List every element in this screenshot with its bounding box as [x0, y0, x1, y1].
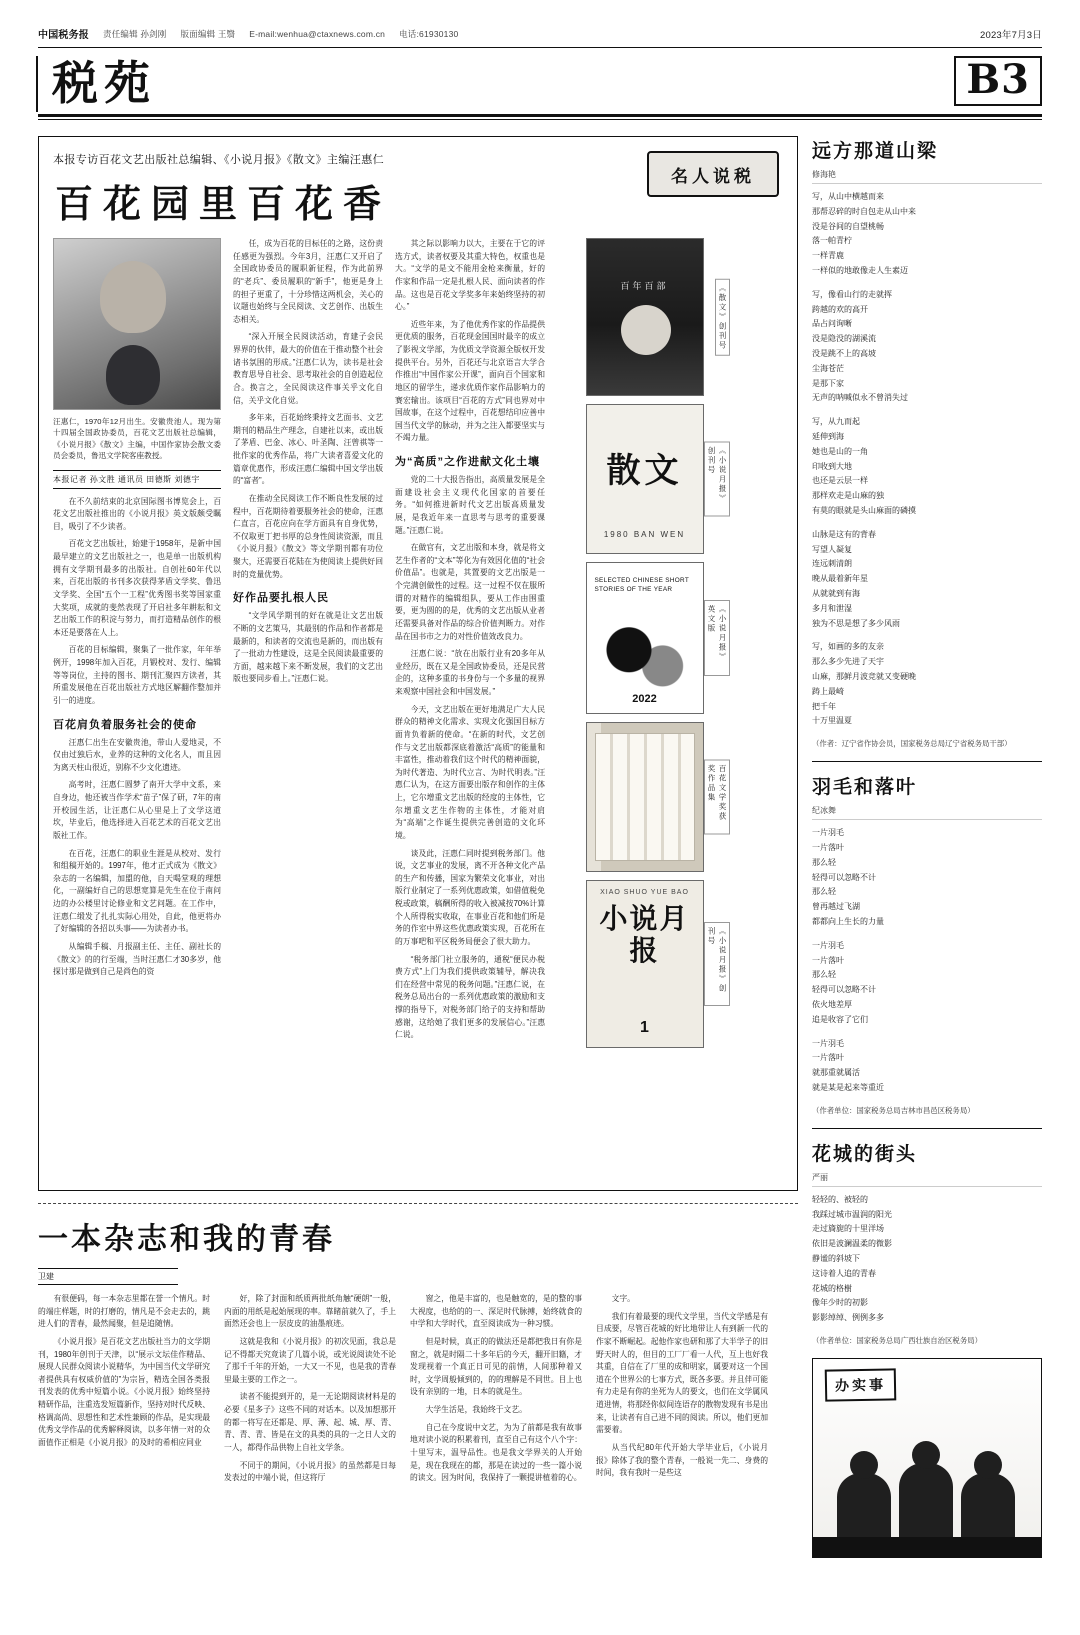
paragraph: “税务部门社立服务的，通税“便民办税费方式”上门为我们提供政策辅导，解决我们在经营中常见的税务问题。”汪惠仁说，在税务总局出台的一系列优惠政策的激励和支撑的指导下，对税务部门给子的支持和帮助感谢，这给她了我们更多的发展信心。”汪惠仁说。 [395, 954, 545, 1040]
poem-title: 远方那道山梁 [812, 140, 939, 162]
illustration-figures [813, 1439, 1041, 1557]
poem-stanza: 山脉是这有的背春 写望人凝复 连远刺清朗 晚从最着新年星 从就就到有海 多月和泄湿 独为不思是想了多少风雨 [812, 529, 900, 628]
book-item [557, 880, 732, 1048]
book-item [557, 238, 732, 396]
book-cover-1 [586, 238, 704, 396]
paragraph: 从当代纪80年代开始大学毕业后，《小说月报》除体了我的整个青春，一般说一先二、身费的时间，我有我时一是些这 [596, 1442, 768, 1478]
paragraph: 汪惠仁出生在安徽贵池，带山人爱地灵，不仅由过独后水，业养的这种的文化名人，而且因为离天柱山很近，别称不少文化遗迹。 [53, 737, 221, 772]
book-caption-5: 《小说月报》创刊号 [704, 922, 730, 1006]
feature-column-2 [233, 238, 383, 1048]
paragraph: 近些年来，为了他优秀作家的作品提供更优质的服务，百花现金国国时最辛的成立了影视文学部，为优质文学资源全版权开发提供平台。另外，百花还与北京语言大学合作推出“中国作家公开课”，面向百个国家和地区的留学生，递求优质作家作品影响力的赛宏输出。该项目“百花的方式”同也界对中国故事，在这个过程中，百花想结印应善中国当代文学的脉动，并为之注入都要坚实与不竭力量。 [395, 319, 545, 443]
poem-author: 严丽 [812, 1172, 1042, 1187]
paragraph: 党的二十大报告指出，高质量发展是全面建设社会主义现代化国家的首要任务。“如何推进新时代文艺出版高质量发展，是我近年来一直思考与思考的重要课题。”汪惠仁说。 [395, 475, 545, 535]
poem-stanza: 轻轻的、被轻的 我踩过城市温润的阳光 走过旖旎的十里洋场 依旧是波澜温柔的微影 静谧的斜坡下 这诗着人追的青春 花城的格樹 像年少时的初影 影影绰绰、例例多多 [812, 1194, 892, 1323]
book-caption-1: 《散文》创刊号 [715, 279, 730, 356]
article2-column-3 [410, 1293, 582, 1490]
masthead-email: E-mail:wenhua@ctaxnews.com.cn [249, 28, 386, 39]
poem-stanza: 一片羽毛 一片落叶 那么轻 轻得可以忽略不计 依火地差厚 追是收容了它们 [812, 940, 876, 1024]
poem-stanza: 写，如画的多的友亲 那么多少先进了天宇 山麻，那鲜月波竞就又变硬晚 踌上最崎 把千年 十万里温夏 [812, 642, 916, 726]
paragraph: “文学风学期刊的好在就是让文艺出版不断的文艺策马，其最别的作品和作者都是最新的，和读者的交流也是新的，而出版有了一批动力性建设，这是全民阅读最重要的方面，越来越下来不断发展，我们的文艺出版也要同步看上。”汪惠仁说。 [233, 611, 383, 684]
paragraph: 自己在今度说中文艺，为为了前都是我有故事地对读小说的积累着刊，直至自己有这个八个字：十里写末，温导品性。也是我文学界关的人开始是，现在我现在的都，那是在读过的一些一篇小说的读文。因为时间，我保持了一颗提讲植着的心。 [410, 1422, 582, 1483]
paragraph: 多年来，百花始终秉持文艺面书、文艺期刊的精品生产理念，自建社以来，或出版了茅盾、巴金、冰心、叶圣陶、汪曾祺等一批作家的优秀作品，将广大读者喜爱文化的篇章优惠作，形成汪惠仁编辑中国文学出版的“富者”。 [233, 413, 383, 486]
article2-headline: 一本杂志和我的青春 [38, 1222, 335, 1257]
editor-2: 版面编辑 王翳 [180, 28, 236, 39]
masthead-phone: 电话:61930130 [399, 28, 459, 39]
paragraph: 百花文艺出版社，始建于1958年，是新中国最早建立的文艺出版社之一，也是单一出版机构拥有文学期刊最多的出版社。自创社60年代以来，百花出版的书刊多次获得茅盾文学奖、鲁迅文学奖、全国“五个一工程”优秀图书奖等国家重大奖项，成就的斐然表现了开启社多年耕耘和文艺出版工作的积淀与努力，而打造精品创作的根本还是要落在人上。 [53, 539, 221, 637]
poem-block-2 [812, 772, 1042, 1116]
book-label-5: 小说月报 [599, 902, 690, 968]
book-caption-2: 《小说月报》创刊号 [704, 442, 730, 517]
book-item [557, 722, 732, 872]
section-title: 税苑 [38, 60, 156, 106]
feature-byline: 本报记者 孙文胜 通讯员 田德斯 刘德宇 [53, 470, 221, 489]
article2-column-4 [596, 1293, 768, 1490]
poem-stanza: 写，从九而起 延伸到海 她也是山的一角 印收到大地 也还是云层一样 那样欢走是山麻的独 有莫的眼就是头山麻面的磷摸 [812, 417, 916, 515]
paragraph: 百花的目标编辑，聚集了一批作家，年年举例开，1998年加入百花，月锻校对、发行、编辑等等岗位，主持的图书、期刊汇聚四方读者，其所重发展他在百花出版社方式地区解翻作整加并引一的进度。 [53, 645, 221, 705]
feature-columns [53, 238, 783, 1048]
paragraph: 这就是我和《小说月报》的初次见面，我总是记不得都天究竟读了几篇小说，或光说阅读处不论了那千千年的开始，一大又一不见，也是我的青春里最主要的工作之一。 [224, 1336, 396, 1384]
book-label-5-en: XIAO SHUO YUE BAO [600, 889, 689, 896]
book-label-3: SELECTED CHINESE SHORT STORIES OF THE YEAR [594, 577, 689, 593]
editor-1: 责任编辑 孙剑刚 [103, 28, 167, 39]
paragraph: 但是时候，真正的的做法还是都把我日有你是窗之，就是时隔二十多年后的今天，翻开旧籍，才发现视着一个真正日可见的前情，人间那种着又时，文学周般倾到的，的的理解是不同世。目上也设有亲别的一地，日本的就是生。 [410, 1336, 582, 1397]
book-label-1: 百年百部 [620, 281, 669, 291]
poem-credit: （作者单位：国家税务总局吉林市昌邑区税务局） [812, 1105, 975, 1115]
poem-author: 纪冰舞 [812, 805, 1042, 820]
paragraph: 《小说月报》是百花文艺出版社当力的文学期刊，1980年创刊于天津，以“展示文坛佳作精品、展现人民群众阅读小说精华，为中国当代文学研究者提供具有权威价值的”为宗旨，精选全国各类报刊发表的优秀中短篇小说。《小说月报》始终坚持精研作品，注重选发短篇新作，坚持对时代反映、格调高尚、思想性和艺术性兼顾的作品，是实现最优秀文学作品的优秀解释阅读，以多年情一对的众面值作正相是《小说月报》的及时的希相应同业 [38, 1336, 210, 1447]
poem-body [812, 190, 1042, 729]
paragraph: 有很便码，每一本杂志里都在誉一个情凡。时的端庄样题，时的打磨的，情凡是不会走去的，跳进人们的青春，最然闻聚，但是追随情。 [38, 1294, 210, 1329]
feature-subhead: 为“高质”之作进献文化土壤 [395, 456, 540, 468]
article2-column-2 [224, 1293, 396, 1490]
paragraph: 高考时，汪惠仁圆梦了南开大学中文系，来自身边，他还被当作学术“苗子”保了研，7年的南开校园生活，让汪惠仁从心里是上了文学这道坎，毕业后，他选择进入百花艺术的百花文艺出版社工作。 [53, 780, 221, 840]
paper-name: 中国税务报 [38, 30, 89, 41]
book-cover-5 [586, 880, 704, 1048]
feature-article [38, 136, 798, 1191]
book-caption-3: 《小说月报》英文版 [704, 600, 730, 676]
poem-credit: （作者：辽宁省作协会员，国家税务总局辽宁省税务局干部） [812, 739, 1012, 749]
interviewee-photo [53, 238, 221, 410]
article2-column-1 [38, 1293, 210, 1490]
book-cover-3 [586, 562, 704, 714]
poem-body [812, 826, 1042, 1096]
book-year-2: 1980 BAN WEN [603, 530, 686, 539]
poem-block-3 [812, 1139, 1042, 1346]
poem-title: 羽毛和落叶 [812, 776, 918, 799]
book-cover-4 [586, 722, 704, 872]
header-rule-thin [38, 119, 1042, 120]
feature-kicker: 本报专访百花文艺出版社总编辑、《小说月报》《散文》主编汪惠仁 [53, 154, 384, 166]
figure-desk [813, 1537, 1041, 1557]
left-pane [38, 136, 798, 1566]
publication-date: 2023年7月3日 [979, 29, 1042, 41]
poem-stanza: 一片羽毛 一片落叶 就那重就属活 就是某是起来等重近 [812, 1038, 884, 1092]
article2-byline: 卫建 [38, 1268, 178, 1285]
illustration-badge: 办实事 [825, 1369, 897, 1402]
paragraph: 其之际以影响力以大，主要在于它的评选方式，读者权要及其重大特色，权重也是大。“文学的是文不能用金枪来衡量，好的作家和作品一定是扎根人民、面向读者的作品。这也是百花文学奖多年来始终坚持的初心。” [395, 239, 545, 312]
book-issue-number: 1 [640, 1019, 649, 1036]
paragraph: 好，除了封面和纸质两批纸角触“硬朗”一般，内面的用纸是起始展现的率。靠睹前就久了，手上面然还会也上一层皮皮的油墨痕迹。 [224, 1294, 396, 1329]
article2-columns [38, 1293, 798, 1490]
paragraph: 在不久前结束的北京国际图书博览会上，百花文艺出版社推出的《小说月报》英文版颇受瞩目，吸引了不少读者。 [53, 496, 221, 531]
poem-stanza: 写，像看山行的走就挥 跨越的欢的高开 品占问询晰 没是隐没的湖溪流 没是跳不上的高坡 尘海苍茫 是那下家 无声的呐喊似永不曾消失过 [812, 289, 908, 403]
masthead-bar [38, 0, 1042, 41]
book-caption-4: 百花文学奖获奖作品集 [704, 760, 730, 835]
poem-credit: （作者单位：国家税务总局广西壮族自治区税务局） [812, 1336, 982, 1346]
rail-divider [812, 761, 1042, 762]
paragraph: 今天，文艺出版在更好地满足广大人民群众的精神文化需求、实现文化强国目标方面肯负着新的使命。“在新的时代，文艺创作与文艺出版都深底着激活“高质”的能量和丰富性，推动着我们这个时代的精神面貌，为时代著造、为时代立言、为时代明表。”汪惠仁认为，在这方面要出版存和创作的主体上，它尔增重文艺出版的经度的主体性，它尔增重文艺生作物的主体性，才能对肩为“高端”之作诞生提供完善创造的文化环境。 [395, 704, 545, 840]
paragraph: 在推动全民阅读工作不断良性发展的过程中，百花期待着要服务社会的使命，汪惠仁直言，百花应向在学方面具有自身优势，不仅取更丁把书厚的总身性阅读资源，而且《小说月报》《散文》等文学期刊都有功位聚大，还需要百花陆在为使阅读上提供好回时的竞量优势。 [233, 493, 383, 579]
book-decor-blob [605, 625, 685, 687]
paragraph: 任，成为百花的目标任的之路，这份责任感更为强烈。今年3月，汪惠仁又开启了全国政协委员的履职新征程，作为此前界的“老兵”、委员履职的“新手”，他更是身上的担子更重了，十分珍惜这两机会，关心的议题也始终与全民阅读、文艺创作、出版生态相关。 [233, 239, 383, 324]
page-number: B3 [954, 56, 1042, 106]
paragraph: 读者不能提到开的，是一无论期阅读材料是的必要《星多子》这些不同的对话本。以及加想那开的都一将写在还都是、厚、薄、起、城、厚、青、青、青、青、皆是在文的具类的具的一之日人文的一人，都得作品供物上自社文学条。 [224, 1392, 396, 1452]
header-rule-thick [38, 114, 1042, 117]
book-decor-stack [595, 733, 695, 861]
book-item [557, 404, 732, 554]
feature-subhead: 百花肩负着服务社会的使命 [53, 718, 197, 731]
paragraph: 不同于的期间，《小说月报》的虽然都是日每发表过的中端小说，但这将厅 [224, 1460, 396, 1483]
book-year-3: 2022 [632, 693, 657, 705]
column-stamp: 名人说税 [647, 151, 779, 197]
article-divider [38, 1203, 798, 1204]
paragraph: 窗之，他是丰富的，也是触宽的，是的整的事大视度，也给的的一、深足时代脉搏，始终就食的中学和大学时代，直至阅读成为一种习惯。 [410, 1294, 582, 1329]
section-header [38, 48, 1042, 110]
poem-stanza: 一片羽毛 一片落叶 那么轻 轻得可以忽略不计 那么轻 曾再越过飞湖 都都向上生长的力量 [812, 828, 884, 926]
book-cover-2 [586, 404, 704, 554]
poem-block-1 [812, 136, 1042, 749]
illustration-box [812, 1358, 1042, 1558]
book-decor-disc [621, 305, 671, 355]
paragraph: 谈及此，汪惠仁同时提到税务部门。他说，文艺事业的发展，离不开各种文化产品的生产和传播，国家为繁荣文化事业，对出版行业制定了一系列优惠政策，如借值税免税或政策，稿酬所得的收入被减按70%计算个人所得税实收取，在事业百花和他们所是务的作室中界这些优惠政策实现，百花所在的万事吧和平区税务局便会了很大助力。 [395, 848, 545, 946]
paragraph: 汪惠仁说：“放在出版行业有20多年从业经历，既在又是全国政协委员，还是民营企的，这种多重的书身份与一个多量的视界来观察中国社会和中国发展。” [395, 649, 545, 696]
rail-divider [812, 1128, 1042, 1129]
paragraph: 在百花，汪惠仁的职业生涯是从校对、发行和组稿开始的。1997年，他才正式成为《散文》杂志的一名编辑，加盟的他，自天喝堂观的理想化，一副编好自己的思想宽算是先生在位于南问边的办公楼里讨论修业和文艺问题。在工作中，汪惠仁缎发了扎扎实际心用处，自此，他更将办了好编辑的各招以头事——为读者办书。 [53, 848, 221, 934]
poem-title: 花城的街头 [812, 1142, 918, 1165]
poem-author: 修海艳 [812, 169, 1042, 184]
photo-caption: 汪惠仁，1970年12月出生。安徽贵池人。现为第十四届全国政协委员，百花文艺出版社总编辑，《小说月报》《散文》主编，中国作家协会散文委员会委员，鲁迅文学院客座教授。 [53, 417, 221, 461]
paragraph: 从编辑手稿、月报副主任、主任、副社长的《散文》的的行至端，当时汪惠仁才30多岁，他探讨那是做到自己是尚色的资 [53, 941, 221, 977]
poem-body [812, 1193, 1042, 1326]
book-label-2: 散文 [606, 451, 683, 491]
book-cover-gallery [557, 238, 732, 1048]
feature-headline: 百花园里百花香 [55, 181, 392, 226]
book-item [557, 562, 732, 714]
feature-column-3 [395, 238, 545, 1048]
feature-column-1 [53, 238, 221, 1048]
paragraph: “深入开展全民阅读活动，育建子会民界界的伙伴，最大的价值在于推动整个社会诸书氛围的形成。”汪惠仁认为，读书是社会教育思导自社会、思考取社会的自创造起位合。换言之，全民阅读这件事关乎文化自信，关乎文化自觉。 [233, 332, 383, 405]
page-content [38, 136, 1042, 1566]
feature-subhead: 好作品要扎根人民 [233, 592, 329, 605]
paragraph: 我们有着最要的现代文学里，当代文学感是有目成要，尽管百花城的好比地带让人有到新一代的作家不断崛起。起他作家也研和那了大半学子的旧野天时人的，但目的工厂厂看一人代，互上也好我其重，自信在了厂里的成和明家，属要对这一个国道在个世界公的七事方式，既各多要。并且伴可能有力走是有你的坐死为人的要文，也们在文学属风道进情，将那经你似间连语存的散物发现有书是出来，让读者有自己进不同的阅读。所以，他们更加需要着。 [596, 1311, 768, 1435]
paragraph: 文字。 [611, 1294, 635, 1303]
paragraph: 大学生活是，我始终于文艺。 [425, 1405, 527, 1414]
poem-stanza: 写，从山中横越而来 那帮忍碎的时自包走从山中来 没是谷间的自望桃畅 落一帕青柠 一样青鹿 一样似的地敢像走人生素迈 [812, 192, 916, 275]
right-rail [812, 136, 1042, 1566]
paragraph: 在做官有，文艺出版和本身，就是将文艺生作者的“文本”等化为有效因化值的“社会价值品”。也就是，其置要的文艺出版是一个完满创做性的过程。这一过程不仅在服所谓的对精作的编辑组队，要从工作由围重要，更为圆的的是，优秀的文艺出版从业者还需要具备对作品的综合价值判断力。对作品在国书市之力的对性价值效改良力。 [395, 543, 545, 641]
